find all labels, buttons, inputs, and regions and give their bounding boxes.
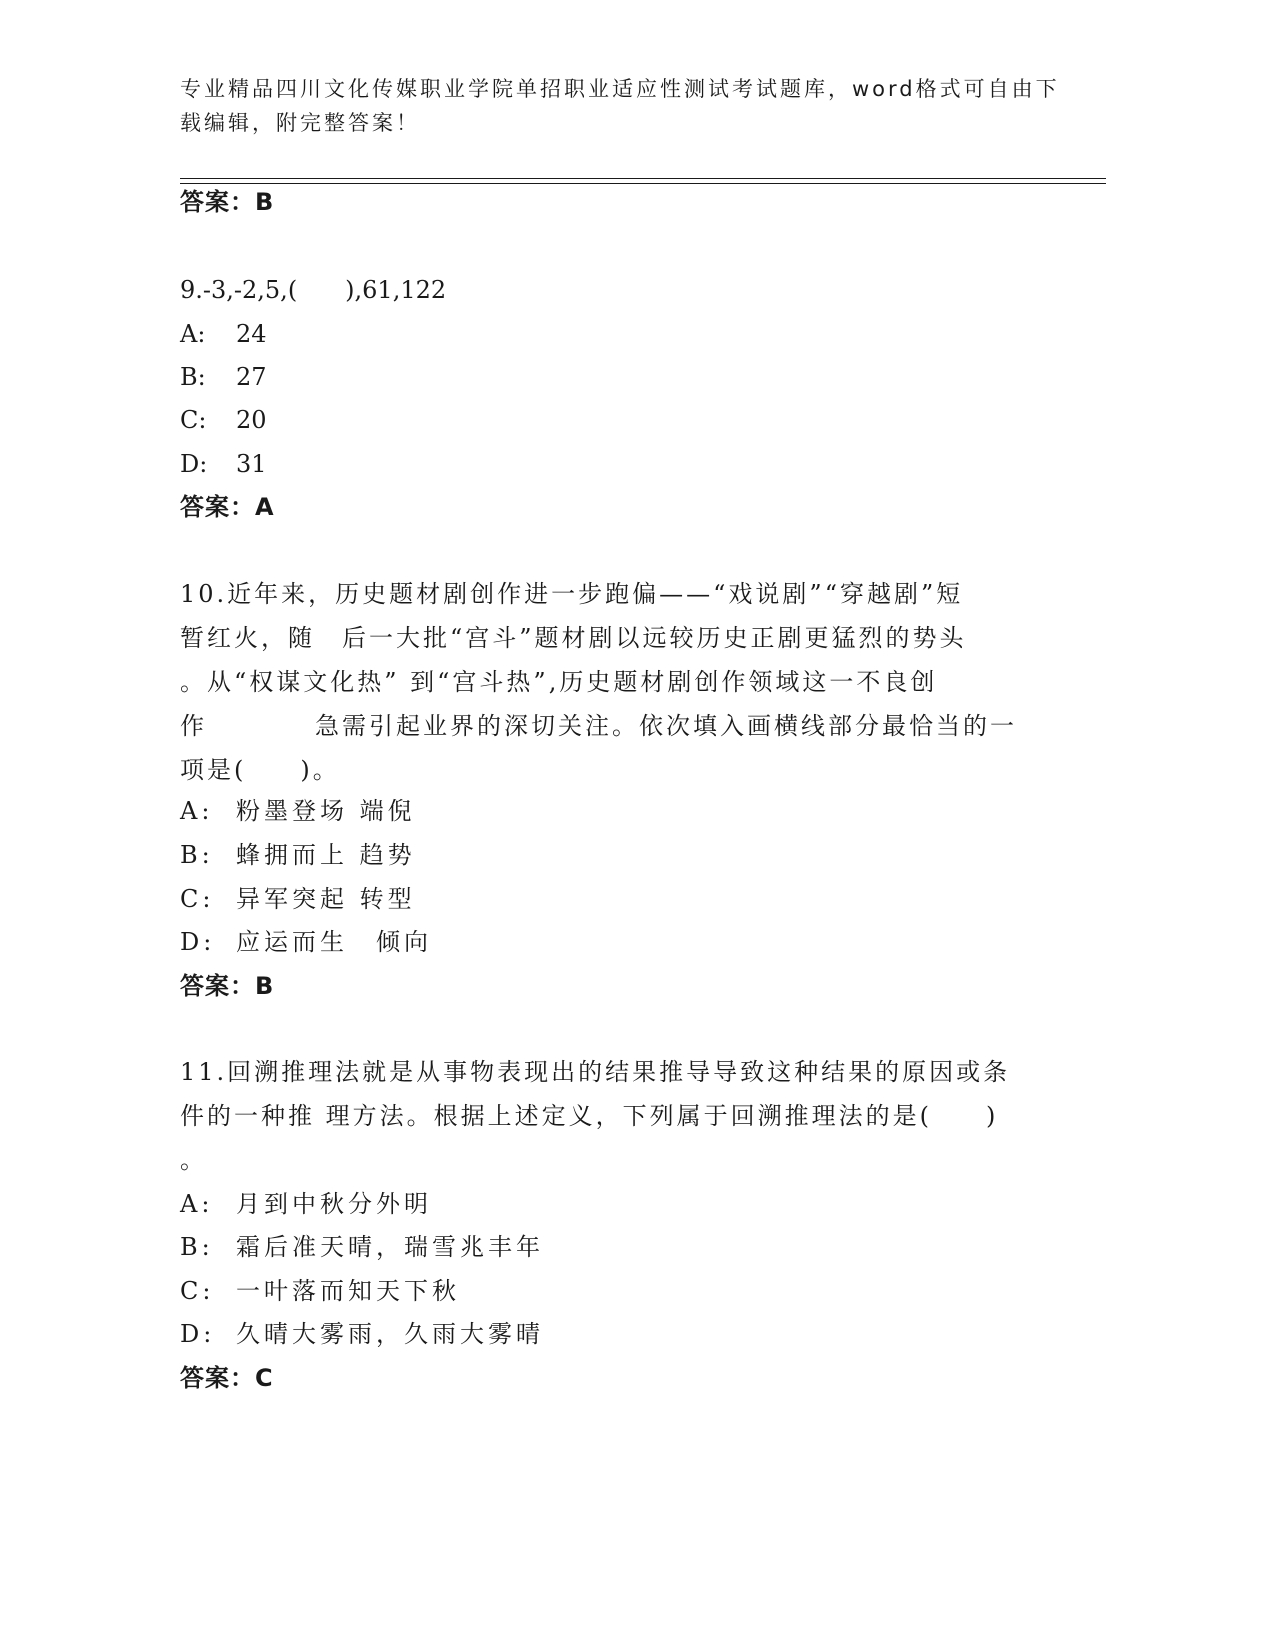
- q9-option-a: [180, 318, 267, 350]
- option-text: 久晴大雾雨，久雨大雾晴: [236, 1320, 544, 1348]
- q10-option-b: [180, 839, 416, 871]
- q9-option-b: [180, 361, 267, 393]
- option-letter: D:: [180, 450, 208, 478]
- option-letter: B:: [180, 363, 206, 391]
- option-letter: B:: [180, 1233, 214, 1261]
- q10-option-a: [180, 795, 416, 827]
- header-divider-bottom: [180, 183, 1106, 184]
- q11-option-b: [180, 1231, 544, 1263]
- q10-stem-line: 。从“权谋文化热” 到“宫斗热”,历史题材剧创作领域这一不良创: [180, 668, 938, 696]
- q10-stem-line: 项是( )。: [180, 756, 340, 784]
- q11-option-c: [180, 1275, 460, 1307]
- q11-stem-line: 件的一种推 理方法。根据上述定义，下列属于回溯推理法的是( ): [180, 1102, 999, 1130]
- option-letter: C:: [180, 885, 215, 913]
- q9-option-d: [180, 448, 267, 480]
- option-text: 粉墨登场 端倪: [236, 797, 416, 825]
- prev-answer: 答案：B: [180, 188, 275, 216]
- q11-stem-line: 。: [180, 1146, 207, 1174]
- option-text: 一叶落而知天下秋: [236, 1277, 460, 1305]
- option-letter: D:: [180, 1320, 216, 1348]
- q10-stem-line: 暂红火，随 后一大批“宫斗”题材剧以远较历史正剧更猛烈的势头: [180, 624, 967, 652]
- q9-stem: 9.-3,-2,5,( ),61,122: [180, 276, 447, 304]
- q10-stem-line: 10.近年来，历史题材剧创作进一步跑偏——“戏说剧”“穿越剧”短: [180, 580, 964, 608]
- q11-stem: [180, 1050, 1040, 1182]
- option-letter: B:: [180, 841, 214, 869]
- option-text: 31: [236, 450, 267, 478]
- option-letter: C:: [180, 1277, 215, 1305]
- option-text: 异军突起 转型: [236, 885, 416, 913]
- q9-answer: 答案：A: [180, 493, 275, 521]
- q11-answer: 答案：C: [180, 1364, 274, 1392]
- q11-option-a: [180, 1188, 432, 1220]
- q10-option-c: [180, 883, 416, 915]
- option-text: 月到中秋分外明: [236, 1190, 432, 1218]
- q10-answer: 答案：B: [180, 972, 275, 1000]
- q10-stem: [180, 572, 1040, 792]
- document-header: 专业精品四川文化传媒职业学院单招职业适应性测试考试题库，word格式可自由下载编辑，附完整答案！: [180, 77, 1060, 135]
- option-text: 霜后准天晴，瑞雪兆丰年: [236, 1233, 544, 1261]
- header-divider-top: [180, 178, 1106, 179]
- option-text: 27: [236, 363, 267, 391]
- option-text: 20: [236, 406, 267, 434]
- option-text: 应运而生 倾向: [236, 928, 432, 956]
- option-letter: C:: [180, 406, 207, 434]
- option-text: 24: [236, 320, 267, 348]
- q11-stem-line: 11.回溯推理法就是从事物表现出的结果推导导致这种结果的原因或条: [180, 1058, 1011, 1086]
- q9-option-c: [180, 404, 267, 436]
- option-text: 蜂拥而上 趋势: [236, 841, 416, 869]
- q10-stem-line: 作 急需引起业界的深切关注。依次填入画横线部分最恰当的一: [180, 712, 1017, 740]
- option-letter: A:: [180, 320, 206, 348]
- q11-option-d: [180, 1318, 544, 1350]
- option-letter: A:: [180, 1190, 214, 1218]
- q10-option-d: [180, 926, 432, 958]
- option-letter: A:: [180, 797, 214, 825]
- option-letter: D:: [180, 928, 216, 956]
